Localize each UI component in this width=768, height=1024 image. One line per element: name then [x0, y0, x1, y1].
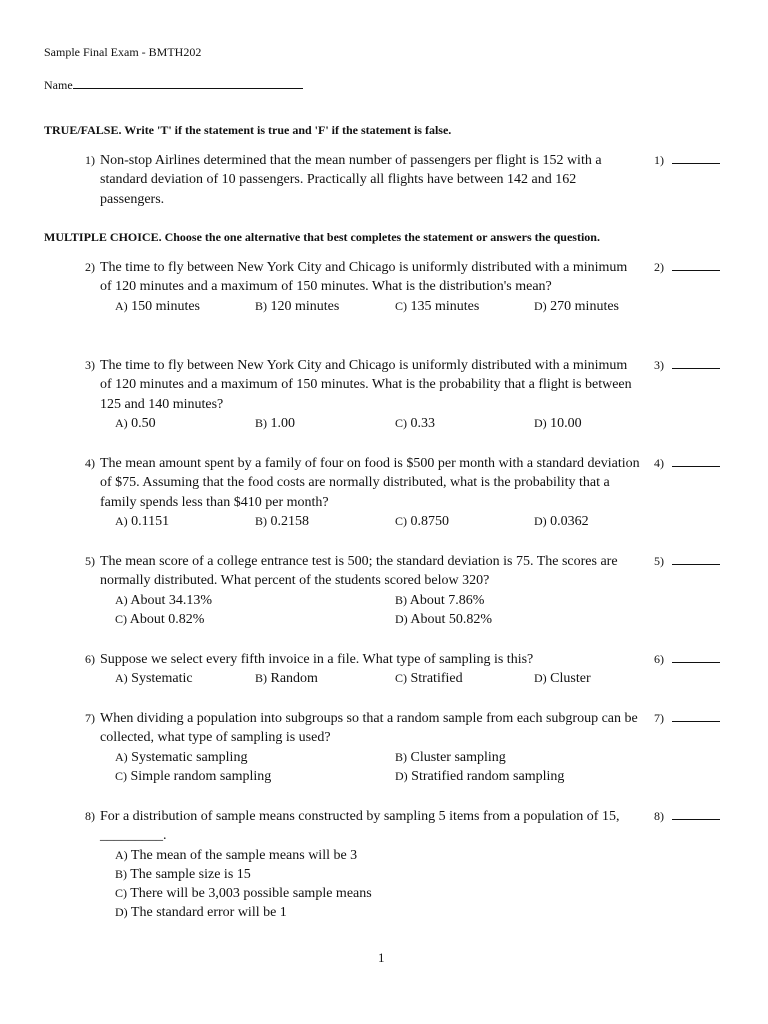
- answer-label: 1): [654, 153, 664, 167]
- options-row: [85, 767, 641, 786]
- question-text: Suppose we select every fifth invoice in a file. What type of sampling is this?: [100, 652, 534, 667]
- question-text: The mean score of a college entrance test is 500; the standard deviation is 75. The scores are normally distributed. What percent of the students scored below 320?: [100, 554, 618, 589]
- answer-line: [672, 153, 720, 164]
- question-8: [85, 807, 641, 923]
- question-4: [85, 454, 641, 531]
- options-list: [85, 846, 641, 923]
- option-b: B) About 7.86%: [395, 592, 485, 608]
- question-number: 7): [85, 711, 95, 725]
- option-d: D) 10.00: [534, 415, 582, 431]
- option-a: A) 0.1151: [115, 513, 170, 529]
- option-b: B) 0.2158: [255, 513, 309, 529]
- option-d: D) Cluster: [534, 671, 591, 687]
- question-number: 1): [85, 153, 95, 167]
- option-a: A) About 34.13%: [115, 592, 213, 608]
- question-1: [85, 151, 641, 209]
- question-text: When dividing a population into subgroups so that a random sample from each subgroup can be collected, what type of sampling is used?: [100, 711, 638, 746]
- question-3: [85, 356, 641, 433]
- name-field: [44, 77, 303, 93]
- answer-line: [672, 260, 720, 271]
- question-number: 3): [85, 358, 95, 372]
- options-row: [85, 297, 641, 316]
- question-number: 4): [85, 456, 95, 470]
- answer-blank-7: [654, 711, 720, 726]
- exam-title: Sample Final Exam - BMTH202: [44, 45, 202, 59]
- answer-label: 6): [654, 652, 664, 666]
- option-a: A) 0.50: [115, 415, 156, 431]
- answer-line: [672, 554, 720, 565]
- answer-line: [672, 456, 720, 467]
- question-number: 2): [85, 260, 95, 274]
- answer-blank-2: [654, 260, 720, 275]
- answer-blank-5: [654, 554, 720, 569]
- answer-line: [672, 809, 720, 820]
- section-true-false-heading: TRUE/FALSE. Write 'T' if the statement is true and 'F' if the statement is false.: [44, 123, 452, 137]
- answer-line: [672, 358, 720, 369]
- option-d: D) About 50.82%: [395, 611, 493, 627]
- option-c: C) 0.33: [395, 415, 435, 431]
- options-row: [85, 591, 641, 610]
- answer-label: 2): [654, 260, 664, 274]
- option-c: C) About 0.82%: [115, 611, 205, 627]
- answer-label: 5): [654, 554, 664, 568]
- question-number: 6): [85, 652, 95, 666]
- option-d: D) The standard error will be 1: [115, 905, 287, 921]
- question-6: [85, 650, 641, 689]
- option-a: A) The mean of the sample means will be 3: [115, 847, 358, 863]
- question-7: [85, 709, 641, 786]
- answer-blank-4: [654, 456, 720, 471]
- question-text: The time to fly between New York City and Chicago is uniformly distributed with a minimum of 120 minutes and a maximum of 150 minutes. What is the probability that a flight is between 125 and 140 minutes?: [100, 358, 632, 412]
- options-row: [85, 414, 641, 433]
- option-a: A) Systematic: [115, 671, 193, 687]
- question-text: The time to fly between New York City and Chicago is uniformly distributed with a minimum of 120 minutes and a maximum of 150 minutes. What is the distribution's mean?: [100, 260, 628, 295]
- option-b: B) Cluster sampling: [395, 749, 506, 765]
- answer-label: 8): [654, 809, 664, 823]
- option-c: C) There will be 3,003 possible sample means: [115, 886, 372, 902]
- answer-blank-6: [654, 652, 720, 667]
- option-d: D) 0.0362: [534, 513, 589, 529]
- question-5: [85, 552, 641, 629]
- section-multiple-choice-heading: MULTIPLE CHOICE. Choose the one alternative that best completes the statement or answers the question.: [44, 230, 600, 244]
- options-row: [85, 610, 641, 629]
- option-d: D) 270 minutes: [534, 298, 620, 314]
- answer-blank-3: [654, 358, 720, 373]
- option-c: C) Simple random sampling: [115, 768, 272, 784]
- option-a: A) 150 minutes: [115, 298, 201, 314]
- question-text: For a distribution of sample means constructed by sampling 5 items from a population of 15, _________.: [100, 809, 620, 844]
- option-d: D) Stratified random sampling: [395, 768, 565, 784]
- answer-blank-1: [654, 153, 720, 168]
- answer-line: [672, 711, 720, 722]
- option-b: B) 120 minutes: [255, 298, 340, 314]
- name-label: Name: [44, 78, 73, 92]
- question-number: 5): [85, 554, 95, 568]
- question-text: The mean amount spent by a family of four on food is $500 per month with a standard deviation of $75. Assuming that the food costs are normally distributed, what is the probability that a family spends less than $410 per month?: [100, 456, 640, 510]
- name-blank-line: [73, 77, 303, 89]
- options-row: [85, 669, 641, 688]
- option-b: B) Random: [255, 671, 318, 687]
- option-a: A) Systematic sampling: [115, 749, 248, 765]
- question-text: Non-stop Airlines determined that the mean number of passengers per flight is 152 with a standard deviation of 10 passengers. Practically all flights have between 142 and 162 passengers.: [100, 153, 602, 207]
- answer-label: 7): [654, 711, 664, 725]
- option-c: C) 135 minutes: [395, 298, 480, 314]
- answer-label: 4): [654, 456, 664, 470]
- option-c: C) 0.8750: [395, 513, 449, 529]
- question-2: [85, 258, 641, 316]
- option-c: C) Stratified: [395, 671, 463, 687]
- option-b: B) 1.00: [255, 415, 295, 431]
- option-b: B) The sample size is 15: [115, 866, 251, 882]
- answer-label: 3): [654, 358, 664, 372]
- options-row: [85, 748, 641, 767]
- answer-line: [672, 652, 720, 663]
- answer-blank-8: [654, 809, 720, 824]
- page-number: 1: [378, 950, 385, 965]
- options-row: [85, 512, 641, 531]
- question-number: 8): [85, 809, 95, 823]
